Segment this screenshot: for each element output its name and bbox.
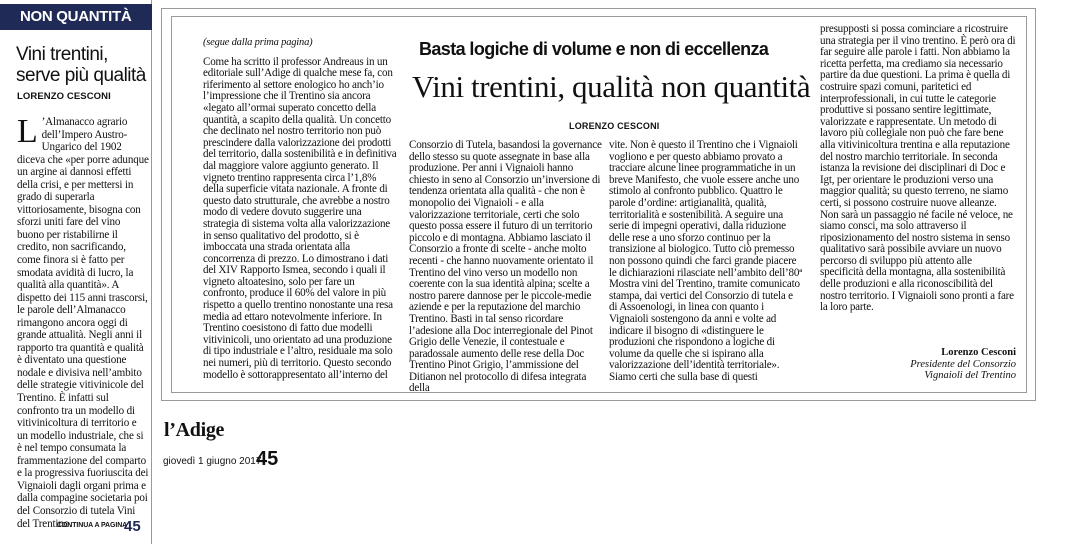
article-box: [161, 8, 1036, 401]
signature-name: Lorenzo Cesconi: [941, 347, 1016, 358]
article-column-4: presupposti si possa cominciare a ricostruire una strategia per il vino trentino. È però ora di far seguire alle parole i fatti. Non abbiamo la ricetta perfetta, ma crediamo sia necessario partire da due questioni. La prima è quella di costruire spazi comuni, paritetici ed interprofessionali, in cui tutte le categorie produttive si possano sentire legittimate, valorizzate e rappresentate. Un metodo di lavoro più collegiale non può che fare bene alla vitivinicoltura trentina e alla reputazione del nostro marchio territoriale. In seconda istanza la revisione dei disciplinari di Doc e Igt, per orientare le produzioni verso una maggior qualità; su questo terreno, ne siamo certi, si possono costruire nuove alleanze. Non sarà un passaggio né facile né veloce, ne siamo consci, ma solo attraverso il riposizionamento del nostro sistema in senso qualitativo sarà possibile avviare un nuovo percorso di sviluppo più attento alle specificità della montagna, alla sostenibilità delle produzioni e alla riconoscibilità del nostro territorio. I Vignaioli sono pronti a fare la loro parte.: [820, 23, 1016, 314]
newspaper-logo: l’Adige: [164, 419, 225, 441]
continue-page-number: 45: [124, 518, 141, 535]
article-kicker: Basta logiche di volume e non di eccellenza: [419, 39, 769, 59]
continuation-note: (segue dalla prima pagina): [203, 37, 313, 48]
signature-role-line-1: Presidente del Consorzio: [910, 358, 1016, 370]
signature-role-line-2: Vignaioli del Trentino: [924, 370, 1016, 381]
drop-cap: L: [17, 113, 38, 150]
left-article-author: LORENZO CESCONI: [17, 91, 111, 102]
article-signature: [820, 347, 1016, 382]
article-column-1: [203, 37, 397, 392]
issue-date: giovedì 1 giugno 2017: [163, 456, 262, 467]
article-headline: Vini trentini, qualità non quantità: [412, 69, 811, 104]
left-column: [0, 0, 152, 544]
article-column-3: vite. Non è questo il Trentino che i Vignaioli vogliono e per questo abbiamo provato a tracciare alcune linee programmatiche in un breve Manifesto, che vuole essere anche uno stimolo al confronto pubblico. Quattro le parole d’ordine: artigianalità, qualità, territorialità e sostenibilità. A seguire una serie di impegni operativi, dalla riduzione delle rese a uno sforzo continuo per la transizione al biologico. Tutto ciò premesso non possono quindi che farci grande piacere le dichiarazioni rilasciate nell’ambito dell’80ª Mostra vini del Trentino, tramite comunicato stampa, dai vertici del Consorzio di tutela e di Assoenologi, in linea con quanto i Vignaioli sostengono da anni e volte ad indicare il bisogno di «distinguere le produzioni che rispondono a logiche di volume da quelle che si ispirano alla valorizzazione dell’identità territoriale». Siamo certi che sulla base di questi: [609, 139, 803, 383]
article-column-2: Consorzio di Tutela, basandosi la governance dello stesso su quote assegnate in base alla produzione. Per anni i Vignaioli hanno chiesto in seno al Consorzio un’inversione di tendenza orientata alla qualità - che non è monopolio dei Vignaioli - e alla valorizzazione territoriale, certi che solo questo possa essere il futuro di un territorio piccolo e di montagna. Abbiamo lasciato il Consorzio a fronte di scelte - anche molto recenti - che hanno nuovamente orientato il Trentino del vino verso un modello non coerente con la sua identità alpina; scelte a nostro parere dannose per le piccole-medie aziende e per la reputazione del marchio Trentino. Basti in tal senso ricordare l’adesione alla Doc interregionale del Pinot Grigio delle Venezie, il contestuale e paradossale aumento delle rese della Doc Trentino Pinot Grigio, l’ammissione del Ditianon nel protocollo di difesa integrata della: [409, 139, 602, 395]
column-1-text: Come ha scritto il professor Andreaus in un editoriale sull’Adige di qualche mese fa, con riferimento al settore enologico ho anch’io l’impressione che il Trentino sia ancora «legato all’ormai superato concetto della quantità, a scapito della qualità. Un concetto che declinato nel nostro territorio non può prescindere dalla valorizzazione dei prodotti del territorio, dalla sostenibilità e in definitiva dal maggiore valore aggiunto generato. Il vigneto trentino rappresenta circa l’1,8% della superficie vitata nazionale. A fronte di questo dato strutturale, che avrebbe a nostro modo di vedere dovuto suggerire una strategia di sistema volta alla valorizzazione in senso qualitativo del prodotto, si è imboccata una strada orientata alla concorrenza di prezzo. Lo dimostrano i dati del XIV Rapporto Ismea, secondo i quali il vigneto altoatesino, solo per fare un confronto, produce il 60% del valore in più rispetto a quello trentino nonostante una resa media ad ettaro notevolmente inferiore. In Trentino coesistono di fatto due modelli vitivinicoli, uno orientato ad una produzione di tipo industriale e l’altro, residuale ma solo nei numeri, più di territorio. Questo secondo modello è sottorappresentato all’interno del: [203, 55, 397, 381]
continue-label: CONTINUA A PAGINA: [57, 522, 128, 529]
article-byline: LORENZO CESCONI: [569, 121, 660, 131]
left-body-text: ’Almanacco agrario dell’Impero Austro-Ungarico del 1902 diceva che «per porre adunque un argine ai dannosi effetti della crisi, e per mettersi in grado di superarla vittoriosamente, bisogna con sforzi uniti fare del vino buono per ristabilirne il credito, non sacrificando, come finora si è fatto per smodata avidità di lucro, la qualità alla quantità». A dispetto dei 115 anni trascorsi, le parole dell’Almanacco rimangono ancora oggi di grande attualità. Negli anni il rapporto tra quantità e qualità è diventato una questione nodale e divisiva nell’ambito delle strategie vitivinicole del Trentino. È infatti sul confronto tra un modello di vitivinicoltura di territorio e un modello industriale, che si è nel tempo consumata la frammentazione del comparto e la progressiva fuoriuscita dei Vignaioli dagli organi prima e dalla compagine societaria poi del Consorzio di tutela Vini del Trentino.: [17, 116, 149, 530]
page-number: 45: [256, 448, 279, 470]
article-frame: [171, 16, 1027, 393]
section-banner: NON QUANTITÀ: [0, 4, 152, 30]
left-article-title: Vini trentini, serve più qualità: [16, 44, 146, 86]
